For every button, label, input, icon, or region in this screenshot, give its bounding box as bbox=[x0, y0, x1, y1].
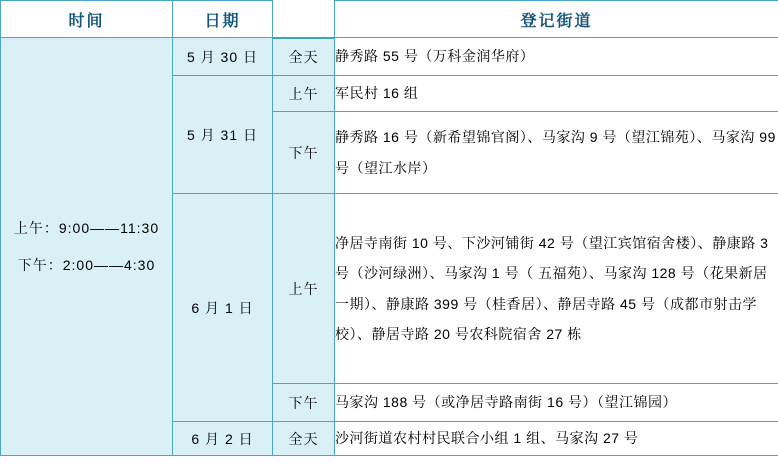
column-header-date: 日期 bbox=[173, 1, 273, 38]
time-morning: 上午：9:00——11:30 bbox=[13, 220, 160, 237]
date-cell-jun-2: 6 月 2 日 bbox=[173, 422, 273, 456]
street-cell-may-30: 静秀路 55 号（万科金润华府） bbox=[335, 38, 778, 76]
daypart-cell-jun-2: 全天 bbox=[273, 422, 335, 456]
column-header-time: 时间 bbox=[1, 1, 173, 38]
date-cell-jun-1: 6 月 1 日 bbox=[173, 194, 273, 422]
time-afternoon: 下午：2:00——4:30 bbox=[17, 256, 156, 273]
daypart-cell-may-30: 全天 bbox=[273, 38, 335, 76]
column-header-street: 登记街道 bbox=[335, 1, 778, 38]
street-cell-may-31-pm: 静秀路 16 号（新希望锦官阁）、马家沟 9 号（望江锦苑）、马家沟 99 号（望江水岸） bbox=[335, 112, 778, 194]
table-header-row bbox=[1, 1, 778, 38]
column-header-spacer bbox=[273, 1, 335, 38]
daypart-cell-may-31-pm: 下午 bbox=[273, 112, 335, 194]
street-cell-jun-1-am: 净居寺南街 10 号、下沙河铺街 42 号（望江宾馆宿舍楼）、静康路 3 号（沙河绿洲）、马家沟 1 号（ 五福苑）、马家沟 128 号（花果新居一期）、静康路 399 号（桂香居）、静居寺路 45 号（成都市射击学校）、静居寺路 20 号农科院宿舍 27 栋 bbox=[335, 194, 778, 384]
date-cell-may-31: 5 月 31 日 bbox=[173, 76, 273, 194]
time-range-cell bbox=[1, 38, 173, 456]
table-row bbox=[1, 38, 778, 76]
date-cell-may-30: 5 月 30 日 bbox=[173, 38, 273, 76]
street-cell-jun-2: 沙河街道农村村民联合小组 1 组、马家沟 27 号 bbox=[335, 422, 778, 456]
daypart-cell-jun-1-pm: 下午 bbox=[273, 384, 335, 422]
daypart-cell-jun-1-am: 上午 bbox=[273, 194, 335, 384]
daypart-cell-may-31-am: 上午 bbox=[273, 76, 335, 112]
street-cell-jun-1-pm: 马家沟 188 号（或净居寺路南街 16 号）（望江锦园） bbox=[335, 384, 778, 422]
street-cell-may-31-am: 军民村 16 组 bbox=[335, 76, 778, 112]
